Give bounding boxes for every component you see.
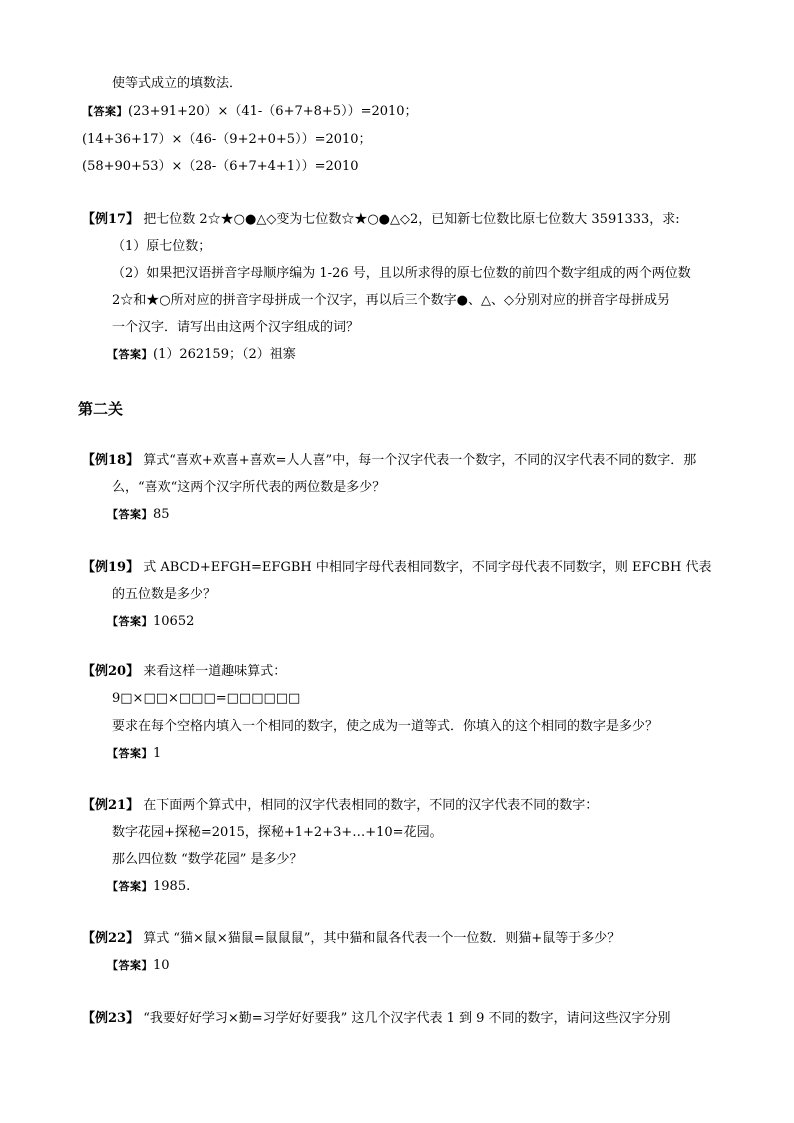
- example-text: “我要好好学习×勤=习学好好要我” 这几个汉字代表 1 到 9 不同的数字，请问这些汉字分别: [143, 1011, 671, 1026]
- example-22-line-1: [82, 930, 620, 948]
- intro-line: 使等式成立的填数法．: [112, 76, 243, 91]
- answer-tag: 【答案】: [82, 105, 128, 118]
- example-text: 来看这样一道趣味算式：: [143, 664, 287, 679]
- example-label: 【例20】: [82, 664, 140, 679]
- example-21-line-1: [82, 797, 598, 815]
- example-21-line-2: 数字花园+探秘=2015，探秘+1+2+3+…+10=花园。: [112, 825, 443, 840]
- example-23-line-1: [82, 1010, 671, 1028]
- answer-tag: 【答案】: [107, 959, 153, 972]
- answer-text: 1: [153, 746, 162, 761]
- answer-line-3: (58+90+53）×（28-（6+7+4+1））=2010: [82, 159, 359, 174]
- example-18-line-1: [82, 452, 696, 470]
- answer-text: (1）262159；（2）祖寨: [153, 347, 296, 362]
- example-17-line-2: （1）原七位数；: [112, 239, 212, 254]
- example-21-line-3: 那么四位数 “数学花园” 是多少？: [112, 852, 303, 867]
- example-19-line-1: [82, 559, 711, 577]
- example-17-line-1: [82, 211, 680, 229]
- answer-text: 10652: [153, 614, 195, 629]
- answer-tag: 【答案】: [107, 615, 153, 628]
- answer-line-2: (14+36+17）×（46-（9+2+0+5））=2010；: [82, 132, 372, 147]
- answer-tag: 【答案】: [107, 880, 153, 893]
- answer-tag: 【答案】: [107, 747, 153, 760]
- example-19-line-2: 的五位数是多少？: [112, 587, 217, 602]
- example-18-answer: [107, 506, 170, 524]
- example-21-answer: [107, 878, 190, 896]
- example-text: 算式“喜欢+欢喜+喜欢=人人喜”中，每一个汉字代表一个数字，不同的汉字代表不同的数字．那: [143, 453, 697, 468]
- example-19-answer: [107, 613, 194, 631]
- example-text: 把七位数 2☆★○●△◇变为七位数☆★○●△◇2，已知新七位数比原七位数大 3591333，求:: [143, 212, 680, 227]
- section-title: 第二关: [78, 400, 124, 418]
- answer-text: 1985.: [153, 879, 191, 894]
- answer-tag: 【答案】: [107, 508, 153, 521]
- example-20-line-2: 9□×□□×□□□=□□□□□□: [112, 691, 301, 706]
- answer-text: (23+91+20）×（41-（6+7+8+5））=2010；: [128, 104, 418, 119]
- example-17-line-3: （2）如果把汉语拼音字母顺序编为 1-26 号，且以所求得的原七位数的前四个数字组成的两个两位数: [112, 266, 691, 281]
- example-17-line-5: 一个汉字．请写出由这两个汉字组成的词？: [112, 320, 360, 335]
- example-20-answer: [107, 745, 161, 763]
- example-17-line-4: 2☆和★○所对应的拼音字母拼成一个汉字，再以后三个数字●、△、◇分别对应的拼音字母拼成另: [112, 293, 670, 308]
- example-label: 【例23】: [82, 1011, 140, 1026]
- example-22-answer: [107, 957, 170, 975]
- example-text: 算式 “猫×鼠×猫鼠=鼠鼠鼠”，其中猫和鼠各代表一个一位数．则猫+鼠等于多少？: [143, 931, 621, 946]
- example-label: 【例18】: [82, 453, 140, 468]
- example-17-answer: [107, 346, 296, 364]
- example-20-line-3: 要求在每个空格内填入一个相同的数字，使之成为一道等式．你填入的这个相同的数字是多少？: [112, 719, 659, 734]
- answer-tag: 【答案】: [107, 348, 153, 361]
- example-18-line-2: 么，“喜欢“这两个汉字所代表的两位数是多少？: [112, 480, 386, 495]
- answer-line-1: [82, 103, 418, 121]
- example-label: 【例21】: [82, 798, 140, 813]
- answer-text: 85: [153, 507, 170, 522]
- example-label: 【例17】: [82, 212, 140, 227]
- example-text: 在下面两个算式中，相同的汉字代表相同的数字，不同的汉字代表不同的数字：: [143, 798, 599, 813]
- example-label: 【例19】: [82, 560, 140, 575]
- example-20-line-1: [82, 663, 286, 681]
- answer-text: 10: [153, 958, 170, 973]
- example-label: 【例22】: [82, 931, 140, 946]
- example-text: 式 ABCD+EFGH=EFGBH 中相同字母代表相同数字，不同字母代表不同数字，则 EFCBH 代表: [143, 560, 712, 575]
